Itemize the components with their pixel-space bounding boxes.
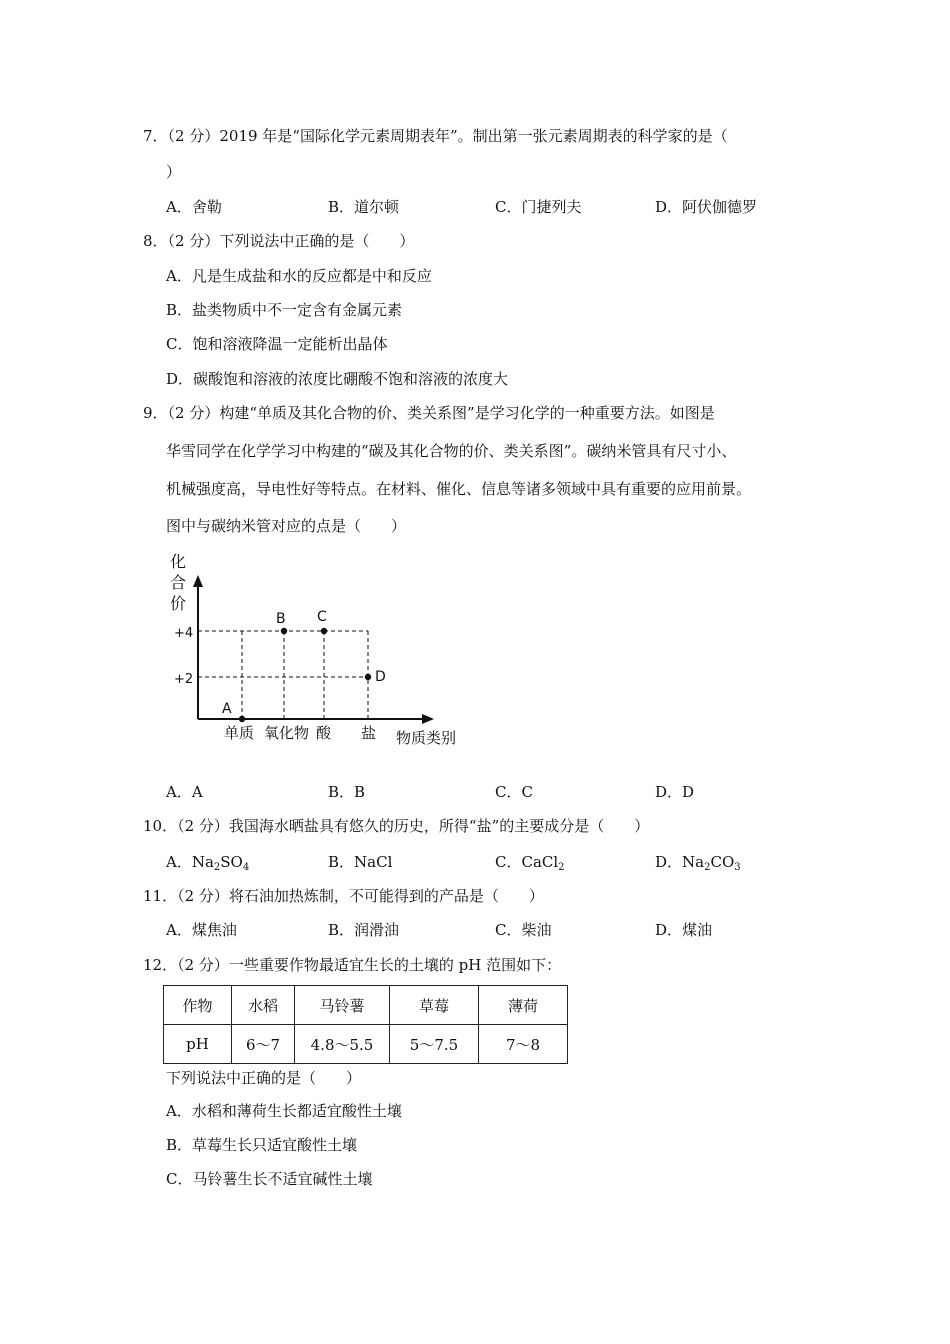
ph-table-value-row [164, 1025, 568, 1064]
q12-option-b: B．草莓生长只适宜酸性土壤 [166, 1136, 358, 1154]
q7-stem-line1: 7．（2 分）2019 年是“国际化学元素周期表年”。制出第一张元素周期表的科学家的是（ [143, 127, 728, 145]
q7-stem-line2: ） [166, 163, 182, 181]
y-axis-label-char-3: 价 [170, 594, 187, 613]
table-cell: 薄荷 [479, 986, 568, 1025]
q10-option-c: C．CaCl$_2$ [495, 853, 565, 873]
q11-option-c: C．柴油 [495, 921, 552, 939]
y-tick-plus2: +2 [174, 672, 194, 687]
q9-stem-line1: 9．（2 分）构建“单质及其化合物的价、类关系图”是学习化学的一种重要方法。如图是 [143, 404, 715, 422]
point-c [321, 628, 327, 634]
point-b-label: B [276, 611, 286, 627]
q8-option-b: B．盐类物质中不一定含有金属元素 [166, 301, 403, 319]
ph-table [163, 985, 568, 1064]
q8-option-a: A．凡是生成盐和水的反应都是中和反应 [166, 267, 432, 285]
y-axis-label-char-1: 化 [170, 552, 187, 571]
point-d [365, 674, 371, 680]
x-axis-arrow [422, 714, 434, 724]
x-category-1: 单质 [224, 724, 255, 742]
q10-option-a: A．$Na_2SO_4$ [166, 853, 250, 873]
table-cell: 6～7 [232, 1025, 295, 1064]
q9-option-d: D．D [655, 783, 695, 801]
q9-option-b: B．B [328, 783, 366, 801]
q12-option-c: C．马铃薯生长不适宜碱性土壤 [166, 1170, 373, 1188]
q7-option-c: C．门捷列夫 [495, 198, 582, 216]
table-cell: 马铃薯 [295, 986, 390, 1025]
q11-option-a: A．煤焦油 [166, 921, 237, 939]
x-category-4: 盐 [361, 724, 377, 742]
table-cell: pH [164, 1025, 232, 1064]
q12-stem: 12．（2 分）一些重要作物最适宜生长的土壤的 pH 范围如下： [143, 956, 562, 974]
q11-option-d: D．煤油 [655, 921, 713, 939]
q8-option-d: D．碳酸饱和溶液的浓度比硼酸不饱和溶液的浓度大 [166, 370, 509, 388]
q8-stem: 8．（2 分）下列说法中正确的是（ ） [143, 232, 415, 250]
table-cell: 水稻 [232, 986, 295, 1025]
point-a-label: A [222, 701, 232, 717]
y-axis-arrow [193, 575, 203, 587]
point-b [281, 628, 287, 634]
table-cell: 4.8～5.5 [295, 1025, 390, 1064]
ph-table-header-row [164, 986, 568, 1025]
point-d-label: D [375, 669, 386, 685]
y-axis-label-char-2: 合 [170, 573, 187, 592]
point-a [239, 716, 245, 722]
q12-follow-up: 下列说法中正确的是（ ） [166, 1069, 362, 1087]
q8-option-c: C．饱和溶液降温一定能析出晶体 [166, 335, 388, 353]
q10-option-b: B．NaCl [328, 853, 393, 871]
table-cell: 作物 [164, 986, 232, 1025]
table-cell: 草莓 [390, 986, 479, 1025]
q7-option-d: D．阿伏伽德罗 [655, 198, 758, 216]
q9-option-c: C．C [495, 783, 533, 801]
q10-stem: 10．（2 分）我国海水晒盐具有悠久的历史，所得“盐”的主要成分是（ ） [143, 817, 650, 835]
q9-stem-line4: 图中与碳纳米管对应的点是（ ） [166, 517, 407, 535]
q9-stem-line3: 机械强度高，导电性好等特点。在材料、催化、信息等诸多领域中具有重要的应用前景。 [166, 480, 752, 498]
y-tick-plus4: +4 [174, 626, 194, 641]
valence-category-chart [160, 545, 480, 755]
q11-option-b: B．润滑油 [328, 921, 400, 939]
q9-stem-line2: 华雪同学在化学学习中构建的“碳及其化合物的价、类关系图”。碳纳米管具有尺寸小、 [166, 442, 737, 460]
x-axis-label: 物质类别 [396, 729, 457, 747]
x-category-3: 酸 [316, 724, 332, 742]
q10-option-d: D．$Na_2CO_3$ [655, 853, 741, 873]
q11-stem: 11．（2 分）将石油加热炼制，不可能得到的产品是（ ） [143, 887, 544, 905]
x-category-2: 氧化物 [264, 724, 310, 742]
table-cell: 7～8 [479, 1025, 568, 1064]
q9-option-a: A．A [166, 783, 203, 801]
q12-option-a: A．水稻和薄荷生长都适宜酸性土壤 [166, 1102, 402, 1120]
q7-option-a: A．舍勒 [166, 198, 222, 216]
q7-option-b: B．道尔顿 [328, 198, 400, 216]
table-cell: 5～7.5 [390, 1025, 479, 1064]
point-c-label: C [317, 609, 327, 625]
